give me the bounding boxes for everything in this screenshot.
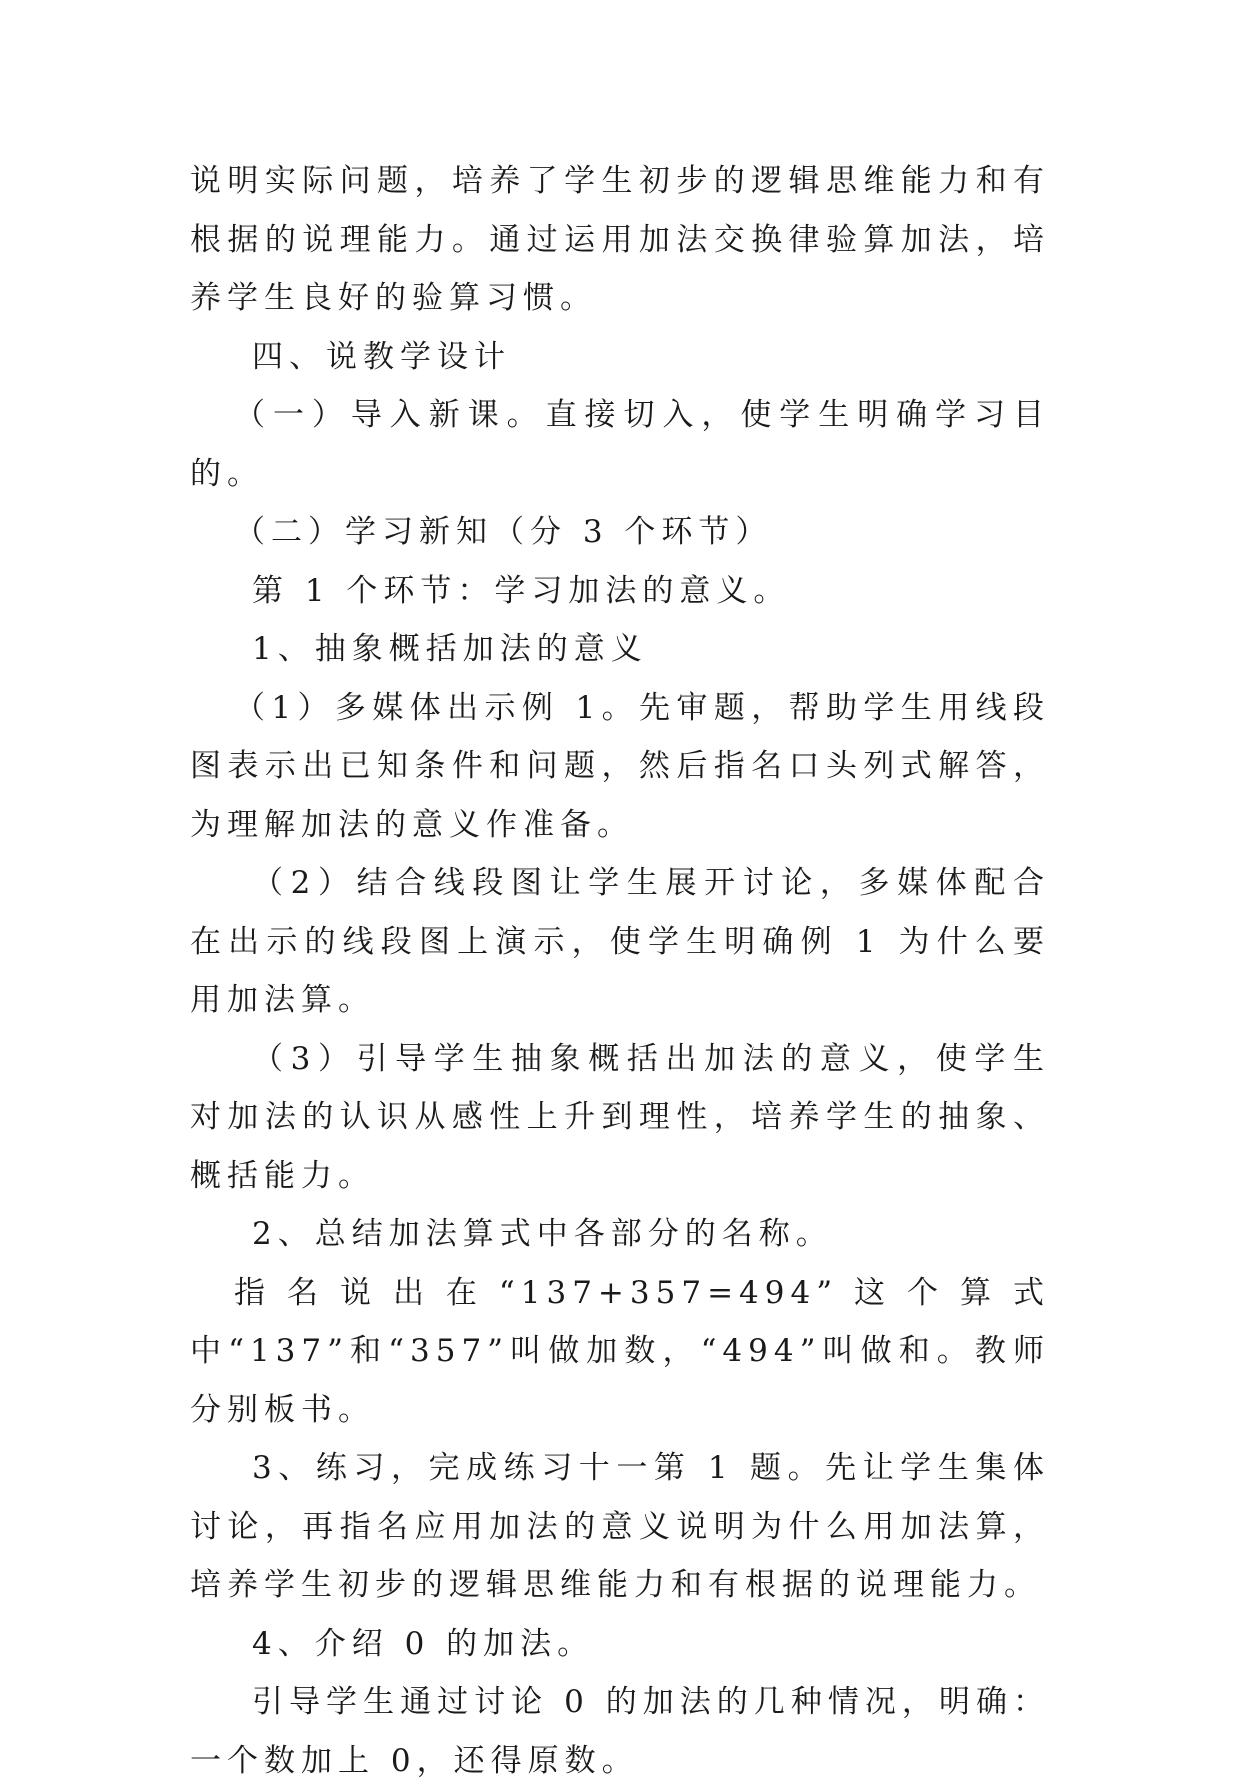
sub-item-2: （2）结合线段图让学生展开讨论，多媒体配合在出示的线段图上演示，使学生明确例 1 为什么要用加法算。 [190, 865, 1050, 1018]
step-heading-1: 第 1 个环节：学习加法的意义。 [252, 572, 791, 609]
document-body [190, 152, 1050, 1790]
item-heading-4: 4、介绍 0 的加法。 [252, 1625, 595, 1662]
paragraph-names: 指名说出在“137+357=494”这个算式中“137”和“357”叫做加数，“494”叫做和。教师分别板书。 [190, 1274, 1050, 1428]
paragraph-zero-addition: 引导学生通过讨论 0 的加法的几种情况，明确：一个数加上 0，还得原数。 [190, 1684, 1050, 1779]
sub-item-1: （1）多媒体出示例 1。先审题，帮助学生用线段图表示出已知条件和问题，然后指名口头列式解答，为理解加法的意义作准备。 [190, 689, 1050, 843]
item-heading-2: 2、总结加法算式中各部分的名称。 [252, 1216, 833, 1252]
subheading-intro: （一）导入新课。直接切入，使学生明确学习目的。 [190, 397, 1050, 492]
section-heading-teaching-design: 四、说教学设计 [252, 338, 511, 375]
item-heading-3: 3、练习，完成练习十一第 1 题。先让学生集体讨论，再指名应用加法的意义说明为什么用加法算，培养学生初步的逻辑思维能力和有根据的说理能力。 [190, 1450, 1050, 1603]
subheading-new-knowledge: （二）学习新知（分 3 个环节） [234, 514, 773, 550]
paragraph-continuation: 说明实际问题，培养了学生初步的逻辑思维能力和有根据的说理能力。通过运用加法交换律验算加法，培养学生良好的验算习惯。 [190, 163, 1050, 316]
sub-item-3: （3）引导学生抽象概括出加法的意义，使学生对加法的认识从感性上升到理性，培养学生的抽象、概括能力。 [190, 1040, 1050, 1194]
item-heading-1: 1、抽象概括加法的意义 [252, 631, 648, 667]
